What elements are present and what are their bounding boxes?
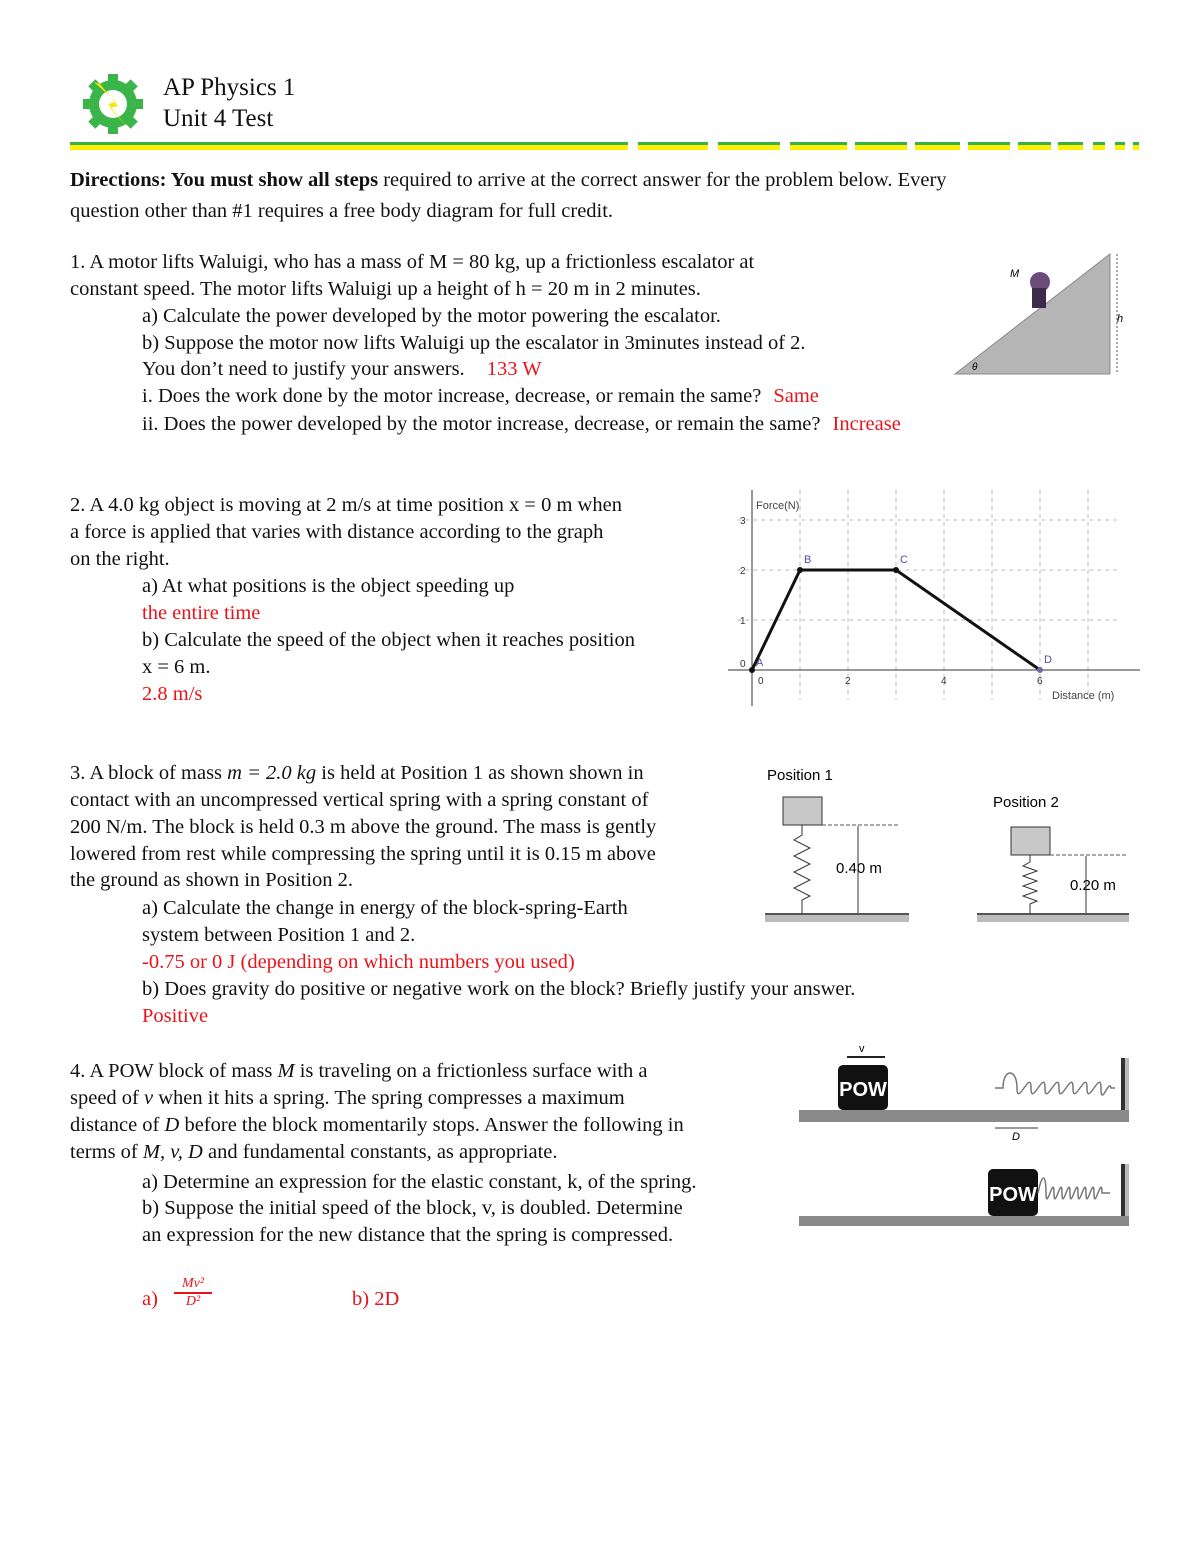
q4-part-b-cont: an expression for the new distance that the spring is compressed. — [142, 1224, 674, 1246]
q4-part-b: b) Suppose the initial speed of the block, v, is doubled. Determine — [142, 1197, 683, 1219]
mass-label: M — [1010, 268, 1020, 280]
q1-answer-ii: Increase — [832, 413, 901, 435]
height-2-label: 0.20 m — [1070, 877, 1116, 894]
q4-math: v — [144, 1087, 154, 1109]
q3-answer-a: -0.75 or 0 J (depending on which numbers you used) — [142, 951, 575, 973]
q1-note: You don’t need to justify your answers. — [142, 358, 465, 380]
directions-label: Directions — [70, 169, 160, 191]
data-point — [749, 667, 755, 673]
q1-part-i: i. Does the work done by the motor increase, decrease, or remain the same? — [142, 385, 762, 407]
q2-line: on the right. — [70, 548, 170, 570]
q3-text: is held at Position 1 as shown shown in — [316, 762, 644, 784]
q4-text: 4. A POW block of mass — [70, 1060, 278, 1082]
q3-part-a-cont: system between Position 1 and 2. — [142, 924, 416, 946]
q1-part-a: a) Calculate the power developed by the motor powering the escalator. — [142, 305, 721, 327]
q4-math: M, v, D — [142, 1141, 203, 1163]
q1-part-ii: ii. Does the power developed by the motor increase, decrease, or remain the same? — [142, 413, 821, 435]
point-label: C — [900, 554, 908, 566]
y-tick-label: 3 — [740, 516, 746, 527]
position-2-label: Position 2 — [993, 794, 1059, 811]
q4-text: and fundamental constants, as appropriate. — [202, 1141, 558, 1163]
q1-part-b: b) Suppose the motor now lifts Waluigi up the escalator in 3minutes instead of 2. — [142, 332, 806, 354]
y-axis-label: Force(N) — [756, 500, 800, 512]
q3-text: 3. A block of mass — [70, 762, 228, 784]
q4-math: D — [164, 1114, 180, 1136]
q3-line: contact with an uncompressed vertical spring with a spring constant of — [70, 789, 649, 811]
position-1-label: Position 1 — [767, 767, 833, 784]
q3-part-a: a) Calculate the change in energy of the block-spring-Earth — [142, 897, 628, 919]
q4-text: speed of — [70, 1087, 145, 1109]
q1-line: constant speed. The motor lifts Waluigi up a height of h = 20 m in 2 minutes. — [70, 278, 701, 300]
x-tick-label: 2 — [845, 676, 851, 687]
point-label: D — [1044, 654, 1052, 666]
escalator-figure — [950, 250, 1135, 380]
q2-answer-a: the entire time — [142, 602, 261, 624]
velocity-label: v — [859, 1043, 865, 1055]
q2-part-a: a) At what positions is the object speeding up — [142, 575, 515, 597]
height-1-label: 0.40 m — [836, 860, 882, 877]
data-point — [1037, 667, 1043, 673]
point-label: A — [756, 657, 764, 669]
q3-line: the ground as shown in Position 2. — [70, 869, 354, 891]
pow-block-icon: POW — [839, 1079, 887, 1101]
q4-answer-a-label: a) — [142, 1288, 158, 1310]
q3-line: 200 N/m. The block is held 0.3 m above the ground. The mass is gently — [70, 816, 657, 838]
spring-figure — [760, 760, 1140, 930]
fraction-denominator: D² — [185, 1294, 201, 1309]
data-point — [797, 567, 803, 573]
q4-part-a: a) Determine an expression for the elastic constant, k, of the spring. — [142, 1171, 697, 1193]
q4-answer-b: b) 2D — [352, 1288, 400, 1310]
y-tick-label: 0 — [740, 659, 746, 670]
q3-part-b: b) Does gravity do positive or negative work on the block? Briefly justify your answer. — [142, 978, 856, 1000]
directions: Directions: You must show all steps required to arrive at the correct answer for the problem below. Every — [70, 169, 947, 191]
q4-text: before the block momentarily stops. Answer the following in — [179, 1114, 684, 1136]
q2-part-b: b) Calculate the speed of the object when it reaches position — [142, 629, 635, 651]
data-point — [893, 567, 899, 573]
q1-answer-a: 133 W — [486, 358, 542, 380]
fraction-numerator: Mv² — [174, 1276, 212, 1294]
q2-line: a force is applied that varies with distance according to the graph — [70, 521, 604, 543]
directions-emphasis: You must show all steps — [170, 169, 379, 191]
q4-text: terms of — [70, 1141, 143, 1163]
directions-text: required to arrive at the correct answer for the problem below. Every — [378, 169, 947, 191]
q4-text: is traveling on a frictionless surface with a — [294, 1060, 648, 1082]
y-tick-label: 2 — [740, 566, 746, 577]
q4-math: M — [277, 1060, 295, 1082]
q1-answer-i: Same — [773, 385, 819, 407]
compression-label: D — [1012, 1131, 1020, 1143]
x-tick-label: 0 — [758, 676, 764, 687]
q2-part-b-cont: x = 6 m. — [142, 656, 211, 678]
q3-line: lowered from rest while compressing the spring until it is 0.15 m above — [70, 843, 656, 865]
q1-line: 1. A motor lifts Waluigi, who has a mass of M = 80 kg, up a frictionless escalator at — [70, 251, 755, 273]
q3-mass-math: m = 2.0 kg — [227, 762, 317, 784]
q4-answer-a-fraction — [174, 1276, 212, 1310]
pow-block-icon: POW — [989, 1184, 1037, 1206]
q2-line: 2. A 4.0 kg object is moving at 2 m/s at time position x = 0 m when — [70, 494, 622, 516]
gear-logo-icon — [80, 72, 146, 136]
force-distance-chart — [728, 488, 1140, 708]
compressed-spring-icon — [1038, 1178, 1110, 1199]
q4-text: when it hits a spring. The spring compresses a maximum — [153, 1087, 625, 1109]
angle-label: θ — [972, 362, 978, 373]
x-tick-label: 6 — [1037, 676, 1043, 687]
point-label: B — [804, 554, 812, 566]
q4-text: distance of — [70, 1114, 165, 1136]
directions-line2: question other than #1 requires a free body diagram for full credit. — [70, 200, 614, 222]
test-title: Unit 4 Test — [163, 105, 274, 132]
x-axis-label: Distance (m) — [1052, 690, 1115, 702]
pow-spring-figure — [795, 1038, 1135, 1233]
spring-icon — [995, 1073, 1115, 1095]
q2-answer-b: 2.8 m/s — [142, 683, 203, 705]
q3-answer-b: Positive — [142, 1005, 209, 1027]
course-title: AP Physics 1 — [163, 74, 296, 101]
y-tick-label: 1 — [740, 616, 746, 627]
height-label: h — [1117, 313, 1124, 325]
x-tick-label: 4 — [941, 676, 947, 687]
